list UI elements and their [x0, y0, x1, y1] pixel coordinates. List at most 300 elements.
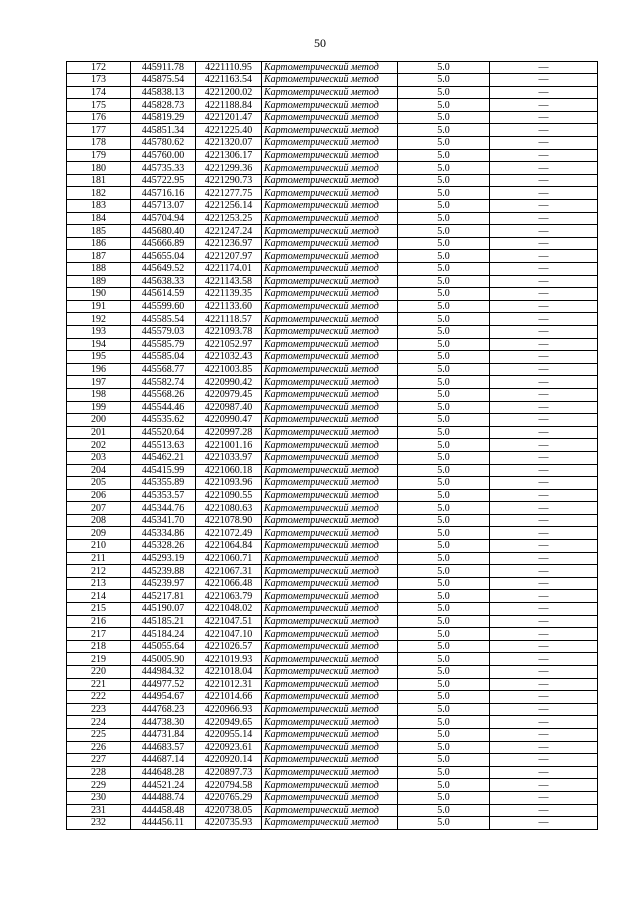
method-cell: Картометрический метод [262, 200, 398, 213]
point-number-cell: 180 [67, 162, 131, 175]
precision-cell: 5.0 [398, 111, 490, 124]
method-cell: Картометрический метод [262, 351, 398, 364]
method-cell: Картометрический метод [262, 414, 398, 427]
description-cell: — [490, 603, 598, 616]
y-coordinate-cell: 4220990.42 [196, 376, 262, 389]
point-number-cell: 190 [67, 288, 131, 301]
x-coordinate-cell: 444521.24 [131, 779, 196, 792]
method-cell: Картометрический метод [262, 325, 398, 338]
point-number-cell: 202 [67, 439, 131, 452]
table-row [67, 313, 598, 326]
method-cell: Картометрический метод [262, 250, 398, 263]
x-coordinate-cell: 445568.77 [131, 363, 196, 376]
x-coordinate-cell: 445875.54 [131, 74, 196, 87]
description-cell: — [490, 111, 598, 124]
point-number-cell: 221 [67, 678, 131, 691]
description-cell: — [490, 451, 598, 464]
description-cell: — [490, 275, 598, 288]
point-number-cell: 231 [67, 804, 131, 817]
x-coordinate-cell: 444738.30 [131, 716, 196, 729]
table-row [67, 514, 598, 527]
point-number-cell: 173 [67, 74, 131, 87]
x-coordinate-cell: 445239.97 [131, 577, 196, 590]
page-number: 50 [314, 36, 326, 50]
x-coordinate-cell: 444488.74 [131, 791, 196, 804]
description-cell: — [490, 527, 598, 540]
method-cell: Картометрический метод [262, 275, 398, 288]
point-number-cell: 201 [67, 426, 131, 439]
y-coordinate-cell: 4220923.61 [196, 741, 262, 754]
description-cell: — [490, 174, 598, 187]
precision-cell: 5.0 [398, 351, 490, 364]
description-cell: — [490, 225, 598, 238]
precision-cell: 5.0 [398, 275, 490, 288]
table-row [67, 666, 598, 679]
table-row [67, 754, 598, 767]
description-cell: — [490, 250, 598, 263]
table-row [67, 149, 598, 162]
method-cell: Картометрический метод [262, 426, 398, 439]
precision-cell: 5.0 [398, 741, 490, 754]
x-coordinate-cell: 445716.16 [131, 187, 196, 200]
precision-cell: 5.0 [398, 99, 490, 112]
table-row [67, 451, 598, 464]
y-coordinate-cell: 4221060.18 [196, 464, 262, 477]
y-coordinate-cell: 4221110.95 [196, 61, 262, 74]
x-coordinate-cell: 445828.73 [131, 99, 196, 112]
description-cell: — [490, 728, 598, 741]
precision-cell: 5.0 [398, 388, 490, 401]
method-cell: Картометрический метод [262, 439, 398, 452]
y-coordinate-cell: 4221067.31 [196, 565, 262, 578]
table-row [67, 540, 598, 553]
description-cell: — [490, 666, 598, 679]
description-cell: — [490, 804, 598, 817]
precision-cell: 5.0 [398, 325, 490, 338]
description-cell: — [490, 74, 598, 87]
table-row [67, 577, 598, 590]
table-row [67, 174, 598, 187]
method-cell: Картометрический метод [262, 552, 398, 565]
y-coordinate-cell: 4220765.29 [196, 791, 262, 804]
method-cell: Картометрический метод [262, 728, 398, 741]
x-coordinate-cell: 444977.52 [131, 678, 196, 691]
description-cell: — [490, 414, 598, 427]
table-row [67, 275, 598, 288]
y-coordinate-cell: 4221093.96 [196, 477, 262, 490]
precision-cell: 5.0 [398, 728, 490, 741]
y-coordinate-cell: 4221047.10 [196, 628, 262, 641]
y-coordinate-cell: 4221093.78 [196, 325, 262, 338]
y-coordinate-cell: 4221290.73 [196, 174, 262, 187]
y-coordinate-cell: 4221207.97 [196, 250, 262, 263]
table-row [67, 741, 598, 754]
description-cell: — [490, 716, 598, 729]
method-cell: Картометрический метод [262, 288, 398, 301]
method-cell: Картометрический метод [262, 388, 398, 401]
description-cell: — [490, 401, 598, 414]
method-cell: Картометрический метод [262, 464, 398, 477]
y-coordinate-cell: 4221014.66 [196, 691, 262, 704]
description-cell: — [490, 741, 598, 754]
table-body [67, 61, 598, 829]
description-cell: — [490, 149, 598, 162]
x-coordinate-cell: 445341.70 [131, 514, 196, 527]
method-cell: Картометрический метод [262, 225, 398, 238]
precision-cell: 5.0 [398, 414, 490, 427]
method-cell: Картометрический метод [262, 640, 398, 653]
precision-cell: 5.0 [398, 716, 490, 729]
precision-cell: 5.0 [398, 187, 490, 200]
method-cell: Картометрический метод [262, 477, 398, 490]
y-coordinate-cell: 4221060.71 [196, 552, 262, 565]
table-row [67, 250, 598, 263]
point-number-cell: 229 [67, 779, 131, 792]
y-coordinate-cell: 4221139.35 [196, 288, 262, 301]
x-coordinate-cell: 445513.63 [131, 439, 196, 452]
y-coordinate-cell: 4220794.58 [196, 779, 262, 792]
point-number-cell: 184 [67, 212, 131, 225]
precision-cell: 5.0 [398, 527, 490, 540]
method-cell: Картометрический метод [262, 691, 398, 704]
x-coordinate-cell: 445655.04 [131, 250, 196, 263]
method-cell: Картометрический метод [262, 791, 398, 804]
description-cell: — [490, 338, 598, 351]
point-number-cell: 191 [67, 300, 131, 313]
x-coordinate-cell: 445638.33 [131, 275, 196, 288]
method-cell: Картометрический метод [262, 653, 398, 666]
method-cell: Картометрический метод [262, 817, 398, 830]
point-number-cell: 179 [67, 149, 131, 162]
method-cell: Картометрический метод [262, 111, 398, 124]
description-cell: — [490, 514, 598, 527]
point-number-cell: 175 [67, 99, 131, 112]
description-cell: — [490, 477, 598, 490]
precision-cell: 5.0 [398, 149, 490, 162]
precision-cell: 5.0 [398, 804, 490, 817]
method-cell: Картометрический метод [262, 779, 398, 792]
y-coordinate-cell: 4221247.24 [196, 225, 262, 238]
point-number-cell: 222 [67, 691, 131, 704]
table-row [67, 691, 598, 704]
point-number-cell: 189 [67, 275, 131, 288]
point-number-cell: 209 [67, 527, 131, 540]
table-row [67, 363, 598, 376]
table-row [67, 464, 598, 477]
description-cell: — [490, 615, 598, 628]
point-number-cell: 230 [67, 791, 131, 804]
table-row [67, 288, 598, 301]
table-row [67, 527, 598, 540]
y-coordinate-cell: 4220997.28 [196, 426, 262, 439]
y-coordinate-cell: 4221299.36 [196, 162, 262, 175]
description-cell: — [490, 691, 598, 704]
precision-cell: 5.0 [398, 288, 490, 301]
table-row [67, 300, 598, 313]
y-coordinate-cell: 4220955.14 [196, 728, 262, 741]
y-coordinate-cell: 4221063.79 [196, 590, 262, 603]
precision-cell: 5.0 [398, 477, 490, 490]
point-number-cell: 213 [67, 577, 131, 590]
x-coordinate-cell: 445355.89 [131, 477, 196, 490]
y-coordinate-cell: 4221080.63 [196, 502, 262, 515]
method-cell: Картометрический метод [262, 363, 398, 376]
description-cell: — [490, 61, 598, 74]
description-cell: — [490, 565, 598, 578]
y-coordinate-cell: 4221236.97 [196, 237, 262, 250]
description-cell: — [490, 200, 598, 213]
x-coordinate-cell: 445713.07 [131, 200, 196, 213]
x-coordinate-cell: 444683.57 [131, 741, 196, 754]
point-number-cell: 226 [67, 741, 131, 754]
precision-cell: 5.0 [398, 666, 490, 679]
point-number-cell: 193 [67, 325, 131, 338]
method-cell: Картометрический метод [262, 187, 398, 200]
method-cell: Картометрический метод [262, 212, 398, 225]
method-cell: Картометрический метод [262, 313, 398, 326]
y-coordinate-cell: 4221163.54 [196, 74, 262, 87]
point-number-cell: 178 [67, 137, 131, 150]
point-number-cell: 217 [67, 628, 131, 641]
x-coordinate-cell: 445851.34 [131, 124, 196, 137]
precision-cell: 5.0 [398, 86, 490, 99]
method-cell: Картометрический метод [262, 263, 398, 276]
method-cell: Картометрический метод [262, 754, 398, 767]
table-row [67, 678, 598, 691]
point-number-cell: 232 [67, 817, 131, 830]
point-number-cell: 211 [67, 552, 131, 565]
precision-cell: 5.0 [398, 540, 490, 553]
method-cell: Картометрический метод [262, 804, 398, 817]
precision-cell: 5.0 [398, 590, 490, 603]
table-row [67, 212, 598, 225]
table-row [67, 338, 598, 351]
point-number-cell: 183 [67, 200, 131, 213]
point-number-cell: 204 [67, 464, 131, 477]
precision-cell: 5.0 [398, 779, 490, 792]
method-cell: Картометрический метод [262, 678, 398, 691]
precision-cell: 5.0 [398, 603, 490, 616]
precision-cell: 5.0 [398, 300, 490, 313]
point-number-cell: 220 [67, 666, 131, 679]
y-coordinate-cell: 4221048.02 [196, 603, 262, 616]
precision-cell: 5.0 [398, 61, 490, 74]
point-number-cell: 214 [67, 590, 131, 603]
point-number-cell: 227 [67, 754, 131, 767]
x-coordinate-cell: 444687.14 [131, 754, 196, 767]
y-coordinate-cell: 4221072.49 [196, 527, 262, 540]
point-number-cell: 195 [67, 351, 131, 364]
x-coordinate-cell: 445579.03 [131, 325, 196, 338]
y-coordinate-cell: 4221012.31 [196, 678, 262, 691]
table-row [67, 728, 598, 741]
y-coordinate-cell: 4220990.47 [196, 414, 262, 427]
table-row [67, 401, 598, 414]
table-row [67, 779, 598, 792]
description-cell: — [490, 388, 598, 401]
precision-cell: 5.0 [398, 628, 490, 641]
method-cell: Картометрический метод [262, 174, 398, 187]
x-coordinate-cell: 445334.86 [131, 527, 196, 540]
description-cell: — [490, 162, 598, 175]
precision-cell: 5.0 [398, 376, 490, 389]
precision-cell: 5.0 [398, 363, 490, 376]
table-row [67, 766, 598, 779]
description-cell: — [490, 590, 598, 603]
y-coordinate-cell: 4221118.57 [196, 313, 262, 326]
point-number-cell: 210 [67, 540, 131, 553]
table-row [67, 162, 598, 175]
table-row [67, 804, 598, 817]
method-cell: Картометрический метод [262, 514, 398, 527]
y-coordinate-cell: 4221052.97 [196, 338, 262, 351]
point-number-cell: 207 [67, 502, 131, 515]
description-cell: — [490, 263, 598, 276]
point-number-cell: 177 [67, 124, 131, 137]
x-coordinate-cell: 445185.21 [131, 615, 196, 628]
method-cell: Картометрический метод [262, 61, 398, 74]
precision-cell: 5.0 [398, 439, 490, 452]
precision-cell: 5.0 [398, 615, 490, 628]
precision-cell: 5.0 [398, 174, 490, 187]
precision-cell: 5.0 [398, 817, 490, 830]
table-row [67, 351, 598, 364]
table-row [67, 187, 598, 200]
table-row [67, 414, 598, 427]
method-cell: Картометрический метод [262, 137, 398, 150]
y-coordinate-cell: 4221032.43 [196, 351, 262, 364]
y-coordinate-cell: 4221253.25 [196, 212, 262, 225]
description-cell: — [490, 703, 598, 716]
point-number-cell: 228 [67, 766, 131, 779]
description-cell: — [490, 791, 598, 804]
description-cell: — [490, 325, 598, 338]
precision-cell: 5.0 [398, 489, 490, 502]
method-cell: Картометрический метод [262, 577, 398, 590]
coordinates-table [66, 61, 598, 830]
precision-cell: 5.0 [398, 263, 490, 276]
table-row [67, 111, 598, 124]
table-row [67, 376, 598, 389]
precision-cell: 5.0 [398, 691, 490, 704]
table-row [67, 817, 598, 830]
description-cell: — [490, 653, 598, 666]
precision-cell: 5.0 [398, 754, 490, 767]
method-cell: Картометрический метод [262, 99, 398, 112]
table-row [67, 61, 598, 74]
x-coordinate-cell: 445722.95 [131, 174, 196, 187]
point-number-cell: 174 [67, 86, 131, 99]
method-cell: Картометрический метод [262, 376, 398, 389]
x-coordinate-cell: 445704.94 [131, 212, 196, 225]
point-number-cell: 188 [67, 263, 131, 276]
method-cell: Картометрический метод [262, 590, 398, 603]
precision-cell: 5.0 [398, 640, 490, 653]
description-cell: — [490, 237, 598, 250]
point-number-cell: 216 [67, 615, 131, 628]
y-coordinate-cell: 4221225.40 [196, 124, 262, 137]
x-coordinate-cell: 445819.29 [131, 111, 196, 124]
x-coordinate-cell: 445184.24 [131, 628, 196, 641]
y-coordinate-cell: 4221026.57 [196, 640, 262, 653]
y-coordinate-cell: 4221143.58 [196, 275, 262, 288]
y-coordinate-cell: 4220738.05 [196, 804, 262, 817]
method-cell: Картометрический метод [262, 300, 398, 313]
y-coordinate-cell: 4221133.60 [196, 300, 262, 313]
x-coordinate-cell: 444768.23 [131, 703, 196, 716]
x-coordinate-cell: 445585.79 [131, 338, 196, 351]
point-number-cell: 182 [67, 187, 131, 200]
precision-cell: 5.0 [398, 162, 490, 175]
description-cell: — [490, 640, 598, 653]
description-cell: — [490, 817, 598, 830]
point-number-cell: 200 [67, 414, 131, 427]
x-coordinate-cell: 445649.52 [131, 263, 196, 276]
method-cell: Картометрический метод [262, 162, 398, 175]
y-coordinate-cell: 4220987.40 [196, 401, 262, 414]
method-cell: Картометрический метод [262, 86, 398, 99]
x-coordinate-cell: 445190.07 [131, 603, 196, 616]
x-coordinate-cell: 445838.13 [131, 86, 196, 99]
precision-cell: 5.0 [398, 237, 490, 250]
y-coordinate-cell: 4221066.48 [196, 577, 262, 590]
table-row [67, 628, 598, 641]
x-coordinate-cell: 445005.90 [131, 653, 196, 666]
description-cell: — [490, 300, 598, 313]
x-coordinate-cell: 445568.26 [131, 388, 196, 401]
precision-cell: 5.0 [398, 791, 490, 804]
precision-cell: 5.0 [398, 577, 490, 590]
description-cell: — [490, 489, 598, 502]
method-cell: Картометрический метод [262, 237, 398, 250]
x-coordinate-cell: 445535.62 [131, 414, 196, 427]
point-number-cell: 212 [67, 565, 131, 578]
method-cell: Картометрический метод [262, 489, 398, 502]
description-cell: — [490, 754, 598, 767]
point-number-cell: 192 [67, 313, 131, 326]
description-cell: — [490, 439, 598, 452]
y-coordinate-cell: 4221200.02 [196, 86, 262, 99]
table-row [67, 426, 598, 439]
point-number-cell: 203 [67, 451, 131, 464]
y-coordinate-cell: 4221064.84 [196, 540, 262, 553]
point-number-cell: 172 [67, 61, 131, 74]
precision-cell: 5.0 [398, 678, 490, 691]
table-row [67, 137, 598, 150]
precision-cell: 5.0 [398, 451, 490, 464]
table-row [67, 225, 598, 238]
x-coordinate-cell: 444648.28 [131, 766, 196, 779]
method-cell: Картометрический метод [262, 451, 398, 464]
description-cell: — [490, 766, 598, 779]
table-row [67, 99, 598, 112]
method-cell: Картометрический метод [262, 124, 398, 137]
method-cell: Картометрический метод [262, 338, 398, 351]
x-coordinate-cell: 444456.11 [131, 817, 196, 830]
method-cell: Картометрический метод [262, 565, 398, 578]
x-coordinate-cell: 445760.00 [131, 149, 196, 162]
table-row [67, 124, 598, 137]
table-row [67, 237, 598, 250]
method-cell: Картометрический метод [262, 540, 398, 553]
point-number-cell: 176 [67, 111, 131, 124]
precision-cell: 5.0 [398, 464, 490, 477]
point-number-cell: 215 [67, 603, 131, 616]
table-row [67, 716, 598, 729]
table-row [67, 653, 598, 666]
point-number-cell: 205 [67, 477, 131, 490]
description-cell: — [490, 577, 598, 590]
